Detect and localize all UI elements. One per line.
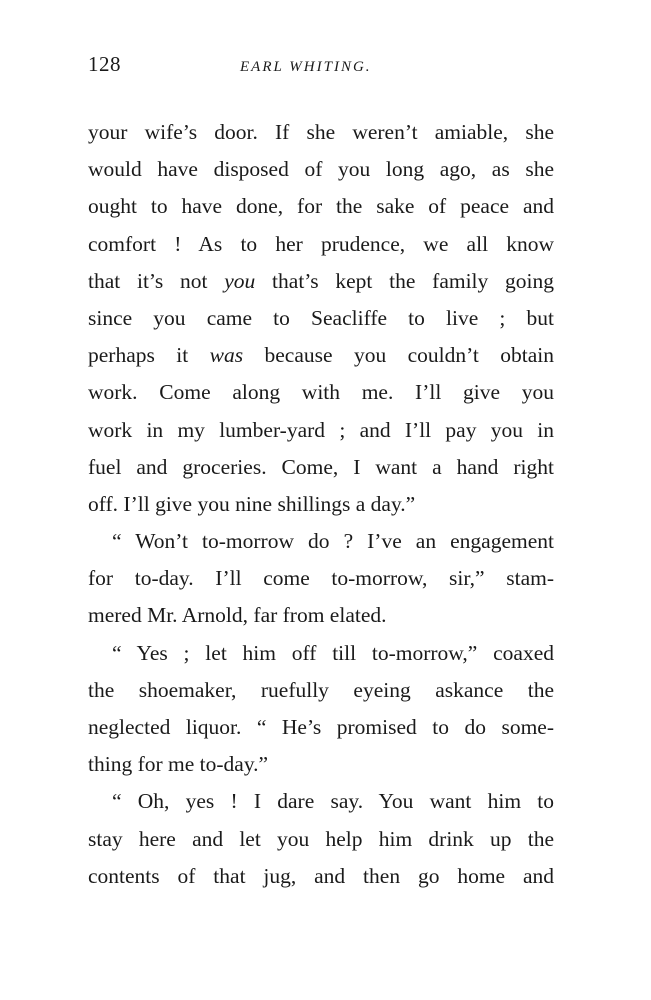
text-line: for to-day. I’ll come to-morrow, sir,” stam- <box>88 566 554 591</box>
text-fragment: because you couldn’t obtain <box>264 343 554 368</box>
text-line: your wife’s door. If she weren’t amiable, she <box>88 120 554 144</box>
text-line <box>88 337 554 374</box>
text-line: ought to have done, for the sake of peace and <box>88 194 554 219</box>
text-line: “ Yes ; let him off till to-morrow,” coaxed <box>112 640 554 665</box>
page-header <box>88 52 558 82</box>
text-line <box>88 263 554 300</box>
text-line: “ Oh, yes ! I dare say. You want him to <box>112 789 554 814</box>
page-number: 128 <box>88 52 121 76</box>
text-line: work. Come along with me. I’ll give you <box>88 380 554 405</box>
text-line: work in my lumber-yard ; and I’ll pay you in <box>88 417 554 442</box>
text-line: fuel and groceries. Come, I want a hand right <box>88 454 554 479</box>
text-line: thing for me to-day.” <box>88 752 269 777</box>
running-title: EARL WHITING. <box>240 59 372 75</box>
text-line: stay here and let you help him drink up the <box>88 826 554 851</box>
text-fragment: perhaps it <box>88 343 189 368</box>
text-line: contents of that jug, and then go home and <box>88 863 554 888</box>
body-text <box>88 114 554 895</box>
text-line: “ Won’t to-morrow do ? I’ve an engagement <box>112 529 554 554</box>
text-fragment: that’s kept the family going <box>272 268 554 293</box>
text-line: since you came to Seacliffe to live ; but <box>88 305 554 330</box>
text-line: comfort ! As to her prudence, we all know <box>88 231 554 256</box>
text-line: mered Mr. Arnold, far from elated. <box>88 603 387 628</box>
text-line: would have disposed of you long ago, as she <box>88 157 554 182</box>
text-line: off. I’ll give you nine shillings a day.” <box>88 491 416 516</box>
emphasized-word: you <box>224 268 256 293</box>
emphasized-word: was <box>209 343 244 368</box>
text-line: the shoemaker, ruefully eyeing askance the <box>88 677 554 702</box>
text-line: neglected liquor. “ He’s promised to do some- <box>88 715 554 739</box>
text-fragment: that it’s not <box>88 268 208 293</box>
